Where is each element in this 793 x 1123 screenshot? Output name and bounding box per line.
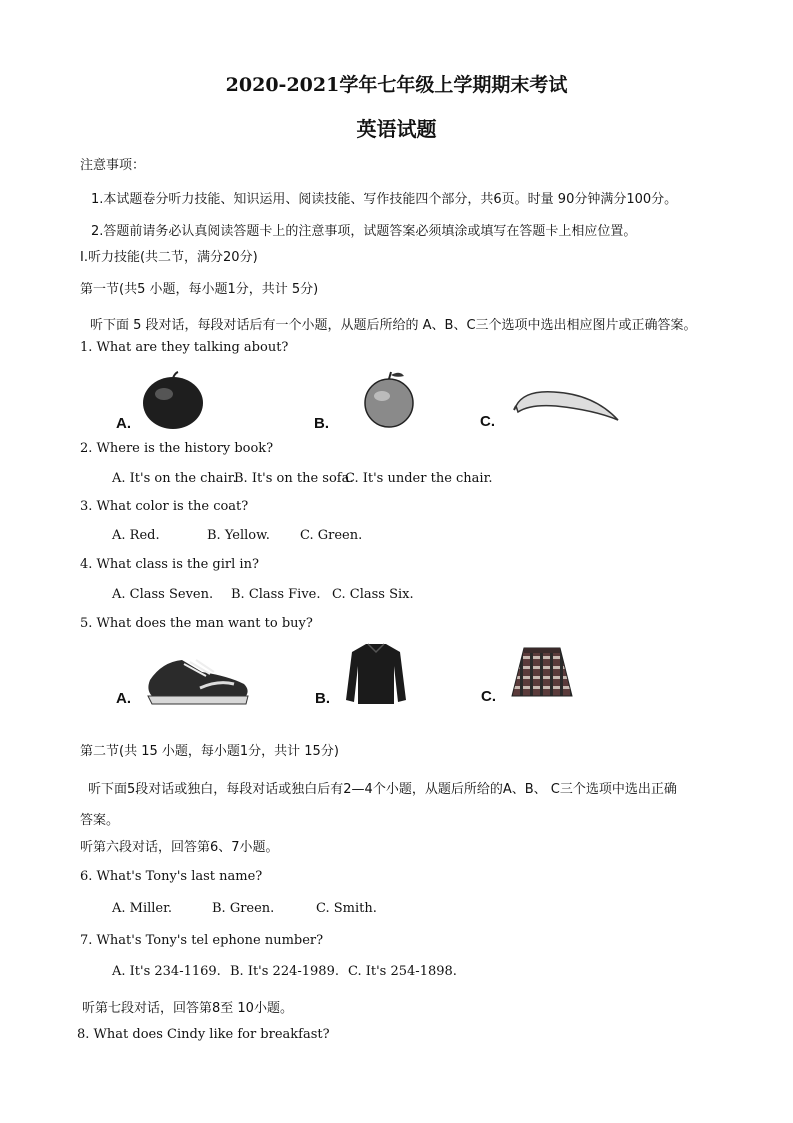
section1-instruction: 听下面 5 段对话，每段对话后有一个小题，从题后所给的 A、B、C三个选项中选出相应图片或正确答案。: [90, 318, 697, 333]
q6-option-b: B. Green.: [212, 901, 275, 916]
section2-instruction-cont: 答案。: [80, 813, 120, 828]
section1-heading: 第一节(共5 小题，每小题1分，共计 5分): [80, 282, 319, 297]
q7-option-a: A. It's 234-1169.: [112, 964, 221, 979]
q1-option-b-label: B.: [314, 415, 329, 432]
q5-option-a-label: A.: [116, 690, 131, 707]
q1-option-a-label: A.: [116, 415, 131, 432]
q3-stem: 3. What color is the coat?: [80, 499, 249, 514]
q5-option-c-label: C.: [481, 688, 496, 705]
plaid-skirt-icon: [510, 646, 574, 700]
page-subtitle: 英语试题: [356, 117, 437, 141]
q3-option-b: B. Yellow.: [207, 528, 270, 543]
q6-stem: 6. What's Tony's last name?: [80, 869, 263, 884]
sneaker-icon: [144, 650, 252, 708]
q2-stem: 2. Where is the history book?: [80, 441, 274, 456]
q4-option-a: A. Class Seven.: [112, 587, 214, 602]
q2-option-b: B. It's on the sofa.: [234, 471, 354, 486]
page-title: 2020-2021学年七年级上学期期末考试: [225, 74, 568, 96]
q7-stem: 7. What's Tony's tel ephone number?: [80, 933, 324, 948]
q5-stem: 5. What does the man want to buy?: [80, 616, 313, 631]
q7-option-b: B. It's 224-1989.: [230, 964, 339, 979]
q4-option-c: C. Class Six.: [332, 587, 414, 602]
q6-option-c: C. Smith.: [316, 901, 377, 916]
part1-heading: Ⅰ.听力技能(共二节，满分20分): [80, 250, 258, 265]
section2-instruction: 听下面5段对话或独白，每段对话或独白后有2—4个小题，从题后所给的A、B、 C三个选项中选出正确: [88, 782, 677, 797]
banana-icon: [514, 384, 622, 424]
q2-option-a: A. It's on the chair.: [112, 471, 237, 486]
q1-stem: 1. What are they talking about?: [80, 340, 289, 355]
q5-option-b-label: B.: [315, 690, 330, 707]
q7-option-c: C. It's 254-1898.: [348, 964, 457, 979]
dialog7-note: 听第七段对话，回答第8至 10小题。: [82, 1001, 293, 1016]
notice-item-2: 2.答题前请务必认真阅读答题卡上的注意事项，试题答案必须填涂或填写在答题卡上相应位置。: [91, 224, 637, 239]
section2-heading: 第二节(共 15 小题，每小题1分，共计 15分): [80, 744, 339, 759]
sweater-icon: [344, 642, 408, 706]
q3-option-a: A. Red.: [112, 528, 160, 543]
q6-option-a: A. Miller.: [112, 901, 173, 916]
q4-option-b: B. Class Five.: [231, 587, 321, 602]
q2-option-c: C. It's under the chair.: [345, 471, 493, 486]
apple-dark-icon: [140, 372, 206, 430]
q3-option-c: C. Green.: [300, 528, 363, 543]
notice-heading: 注意事项：: [80, 158, 146, 173]
q4-stem: 4. What class is the girl in?: [80, 557, 259, 572]
q1-option-c-label: C.: [480, 413, 495, 430]
orange-icon: [360, 370, 418, 428]
notice-item-1: 1.本试题卷分听力技能、知识运用、阅读技能、写作技能四个部分，共6页。时量 90分钟满分100分。: [91, 192, 678, 207]
q8-stem: 8. What does Cindy like for breakfast?: [77, 1027, 330, 1042]
dialog6-note: 听第六段对话，回答第6、7小题。: [80, 840, 279, 855]
